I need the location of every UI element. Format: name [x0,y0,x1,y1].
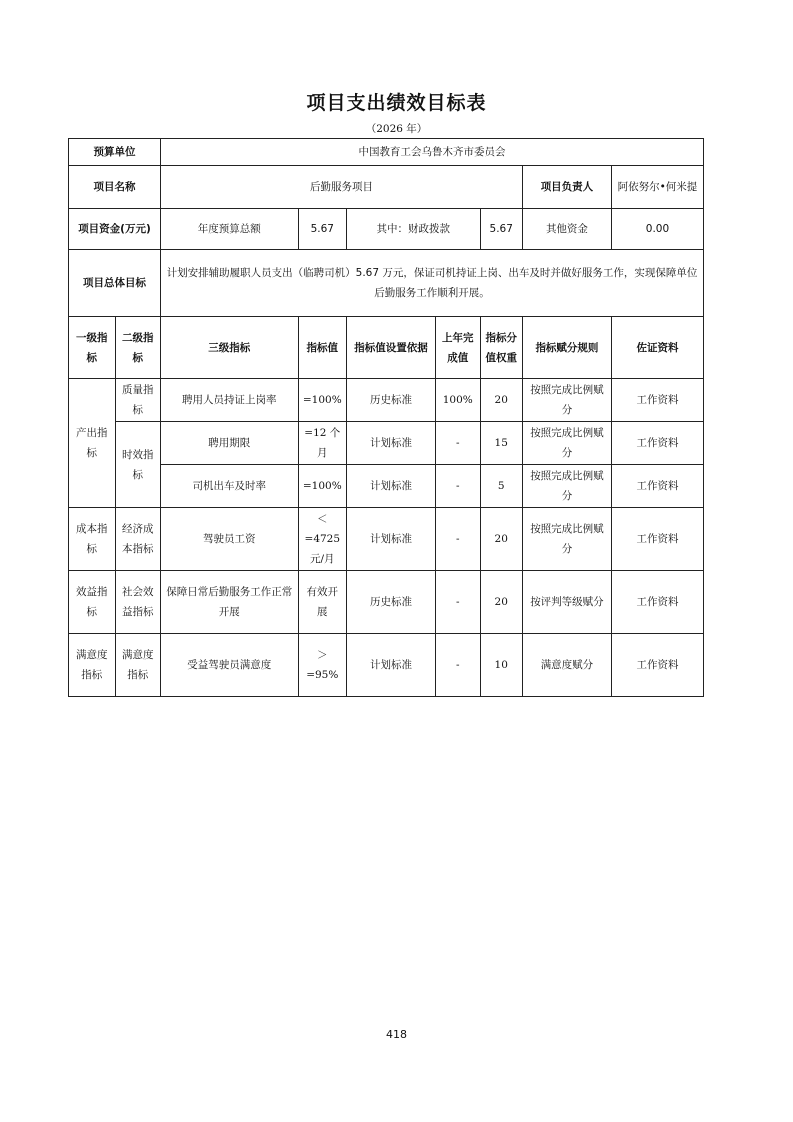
evidence-cell: 工作资料 [611,422,703,465]
unit-value: 中国教育工会乌鲁木齐市委员会 [161,139,704,166]
level3-cell: 保障日常后勤服务工作正常开展 [161,571,299,634]
last-year-cell: 100% [436,379,480,422]
evidence-cell: 工作资料 [611,634,703,697]
rule-cell: 按照完成比例赋分 [522,422,611,465]
table-row [69,571,704,634]
basis-cell: 计划标准 [347,508,436,571]
table-row [69,465,704,508]
header-level2: 二级指标 [115,317,161,379]
evidence-cell: 工作资料 [611,571,703,634]
rule-cell: 按照完成比例赋分 [522,465,611,508]
level3-cell: 聘用人员持证上岗率 [161,379,299,422]
other-label: 其他资金 [522,209,611,250]
level1-cell: 效益指标 [69,571,116,634]
level3-cell: 司机出车及时率 [161,465,299,508]
weight-cell: 15 [480,422,522,465]
table-row [69,508,704,571]
basis-cell: 计划标准 [347,634,436,697]
annual-total-label: 年度预算总额 [161,209,299,250]
header-level1: 一级指标 [69,317,116,379]
header-value: 指标值 [298,317,347,379]
weight-cell: 20 [480,508,522,571]
basis-cell: 计划标准 [347,465,436,508]
overall-goal-label: 项目总体目标 [69,250,161,317]
value-cell: =100% [298,379,347,422]
level3-cell: 驾驶员工资 [161,508,299,571]
level2-cell: 满意度指标 [115,634,161,697]
header-level3: 三级指标 [161,317,299,379]
value-cell: ＞=95% [298,634,347,697]
header-weight: 指标分值权重 [480,317,522,379]
annual-total-value: 5.67 [298,209,347,250]
last-year-cell: - [436,634,480,697]
performance-table [68,138,704,697]
level3-cell: 聘用期限 [161,422,299,465]
value-cell: =12 个月 [298,422,347,465]
unit-label: 预算单位 [69,139,161,166]
level1-cell: 成本指标 [69,508,116,571]
fiscal-value: 5.67 [480,209,522,250]
weight-cell: 5 [480,465,522,508]
value-cell: ＜=4725元/月 [298,508,347,571]
last-year-cell: - [436,422,480,465]
leader-value: 阿依努尔•何米提 [611,166,703,209]
basis-cell: 计划标准 [347,422,436,465]
weight-cell: 10 [480,634,522,697]
level1-cell: 满意度指标 [69,634,116,697]
level1-cell: 产出指标 [69,379,116,508]
table-row [69,422,704,465]
level2-cell: 社会效益指标 [115,571,161,634]
last-year-cell: - [436,465,480,508]
header-last-year: 上年完成值 [436,317,480,379]
fiscal-label: 其中：财政拨款 [347,209,480,250]
header-evidence: 佐证资料 [611,317,703,379]
table-row [69,634,704,697]
last-year-cell: - [436,508,480,571]
rule-cell: 按评判等级赋分 [522,571,611,634]
evidence-cell: 工作资料 [611,465,703,508]
rule-cell: 按照完成比例赋分 [522,508,611,571]
rule-cell: 满意度赋分 [522,634,611,697]
leader-label: 项目负责人 [522,166,611,209]
project-name-value: 后勤服务项目 [161,166,523,209]
last-year-cell: - [436,571,480,634]
value-cell: =100% [298,465,347,508]
level3-cell: 受益驾驶员满意度 [161,634,299,697]
level2-cell: 时效指标 [115,422,161,508]
level2-cell: 经济成本指标 [115,508,161,571]
overall-goal-value: 计划安排辅助履职人员支出（临聘司机）5.67 万元，保证司机持证上岗、出车及时并做好服务工作，实现保障单位后勤服务工作顺利开展。 [161,250,704,317]
level2-cell: 质量指标 [115,379,161,422]
header-rule: 指标赋分规则 [522,317,611,379]
project-name-label: 项目名称 [69,166,161,209]
page-title: 项目支出绩效目标表 [306,92,487,114]
weight-cell: 20 [480,379,522,422]
basis-cell: 历史标准 [347,379,436,422]
rule-cell: 按照完成比例赋分 [522,379,611,422]
other-value: 0.00 [611,209,703,250]
value-cell: 有效开展 [298,571,347,634]
evidence-cell: 工作资料 [611,508,703,571]
page-number: 418 [386,1028,407,1041]
basis-cell: 历史标准 [347,571,436,634]
year-label: （2026 年） [365,123,428,135]
weight-cell: 20 [480,571,522,634]
header-basis: 指标值设置依据 [347,317,436,379]
evidence-cell: 工作资料 [611,379,703,422]
table-row [69,379,704,422]
funds-label: 项目资金(万元) [69,209,161,250]
